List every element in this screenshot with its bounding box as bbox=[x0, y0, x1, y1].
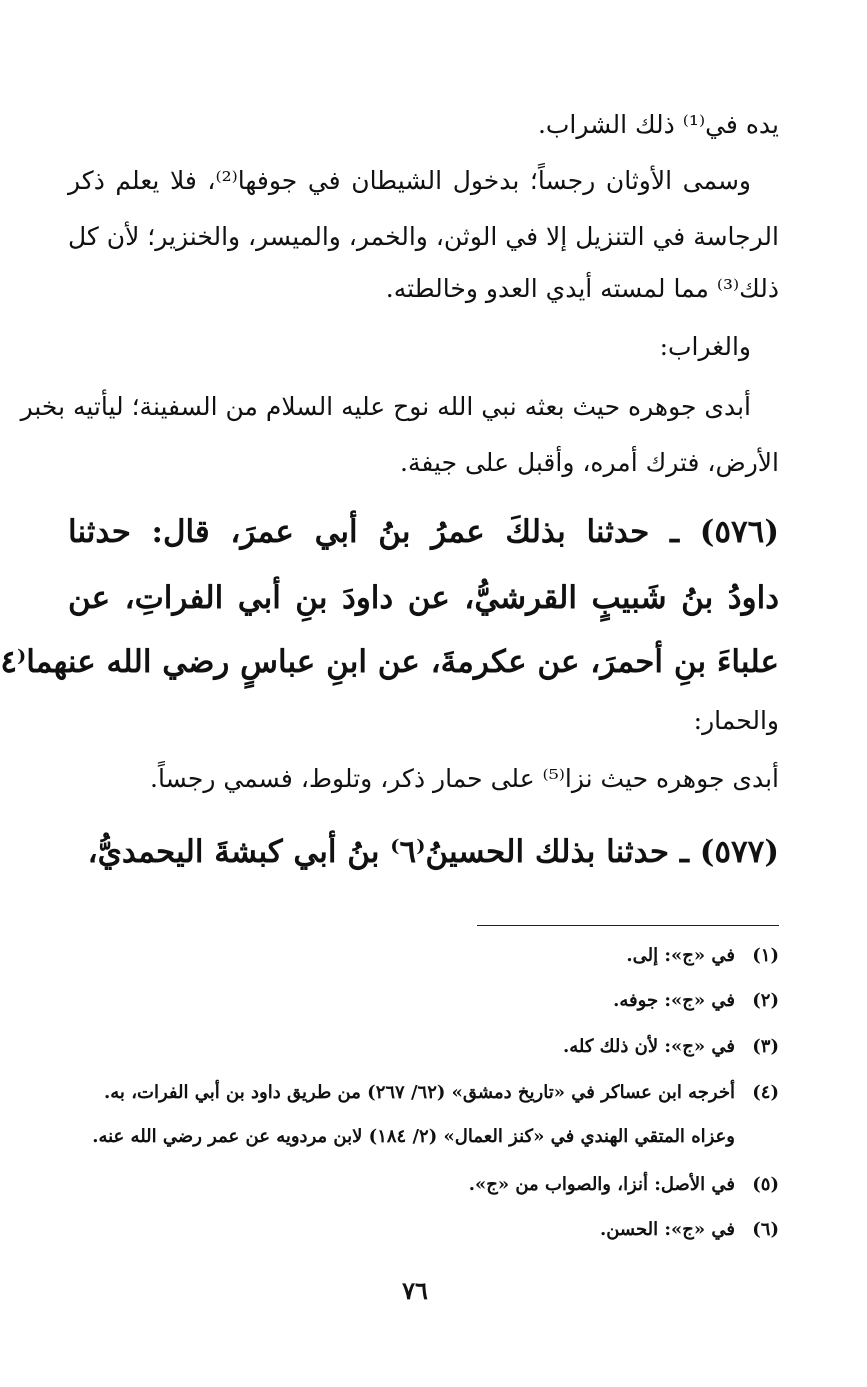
text-line: الأرض، فترك أمره، وأقبل على جيفة. bbox=[400, 448, 779, 477]
hadith-line: داودُ بنُ شَبيبٍ القرشيُّ، عن داودَ بنِ أبي الفراتِ، عن bbox=[68, 580, 779, 616]
footnote-number: (٤) bbox=[752, 1082, 779, 1103]
section-heading: والحمار: bbox=[693, 706, 779, 735]
footnote-text: في الأصل: أنزا، والصواب من «ج». bbox=[468, 1174, 735, 1195]
footnote bbox=[68, 988, 779, 1014]
footnote bbox=[68, 1034, 779, 1060]
footnote-number: (٣) bbox=[752, 1036, 779, 1057]
footnote bbox=[68, 1172, 779, 1198]
footnote-number: (٦) bbox=[752, 1219, 779, 1240]
text-line: أبدى جوهره حيث بعثه نبي الله نوح عليه السلام من السفينة؛ ليأتيه بخبر bbox=[20, 392, 751, 421]
footnote bbox=[68, 943, 779, 969]
footnote-text: في «ج»: الحسن. bbox=[599, 1219, 735, 1240]
footnote-separator bbox=[477, 925, 779, 926]
section-heading: والغراب: bbox=[659, 332, 751, 361]
footnote bbox=[68, 1080, 779, 1106]
footnote-number: (٢) bbox=[752, 990, 779, 1011]
text-line: أبدى جوهره حيث نزا⁽⁵⁾ على حمار ذكر، وتلوط، فسمي رجساً. bbox=[150, 764, 779, 793]
hadith-line: علباءَ بنِ أحمرَ، عن عكرمةَ، عن ابنِ عباسٍ رضي الله عنهما⁽٤ bbox=[0, 644, 779, 680]
footnote-text: أخرجه ابن عساكر في «تاريخ دمشق» (٦٢/ ٢٦٧) من طريق داود بن أبي الفرات، به. bbox=[104, 1082, 735, 1103]
footnote-continuation bbox=[68, 1124, 779, 1150]
hadith-line: (٥٧٦) ـ حدثنا بذلكَ عمرُ بنُ أبي عمرَ، قال: حدثنا bbox=[68, 514, 779, 550]
footnote-text: في «ج»: إلى. bbox=[626, 945, 735, 966]
hadith-line: (٥٧٧) ـ حدثنا بذلك الحسينُ⁽٦⁾ بنُ أبي كبشةَ اليحمديُّ، bbox=[87, 834, 779, 870]
footnote-number: (١) bbox=[752, 945, 779, 966]
text-line: الرجاسة في التنزيل إلا في الوثن، والخمر، والميسر، والخنزير؛ لأن كل bbox=[67, 222, 779, 251]
page-number: ٧٦ bbox=[402, 1276, 428, 1305]
footnote-number: (٥) bbox=[752, 1174, 779, 1195]
footnote-text: في «ج»: لأن ذلك كله. bbox=[562, 1036, 735, 1057]
footnote bbox=[68, 1217, 779, 1243]
text-line: يده في⁽¹⁾ ذلك الشراب. bbox=[537, 110, 779, 139]
text-line: ذلك⁽³⁾ مما لمسته أيدي العدو وخالطته. bbox=[385, 274, 779, 303]
footnote-text: في «ج»: جوفه. bbox=[613, 990, 735, 1011]
text-line: وسمى الأوثان رجساً؛ بدخول الشيطان في جوفها⁽²⁾، فلا يعلم ذكر bbox=[68, 166, 751, 195]
footnote-text: وعزاه المتقي الهندي في «كنز العمال» (٢/ ١٨٤) لابن مردويه عن عمر رضي الله عنه. bbox=[92, 1126, 735, 1147]
